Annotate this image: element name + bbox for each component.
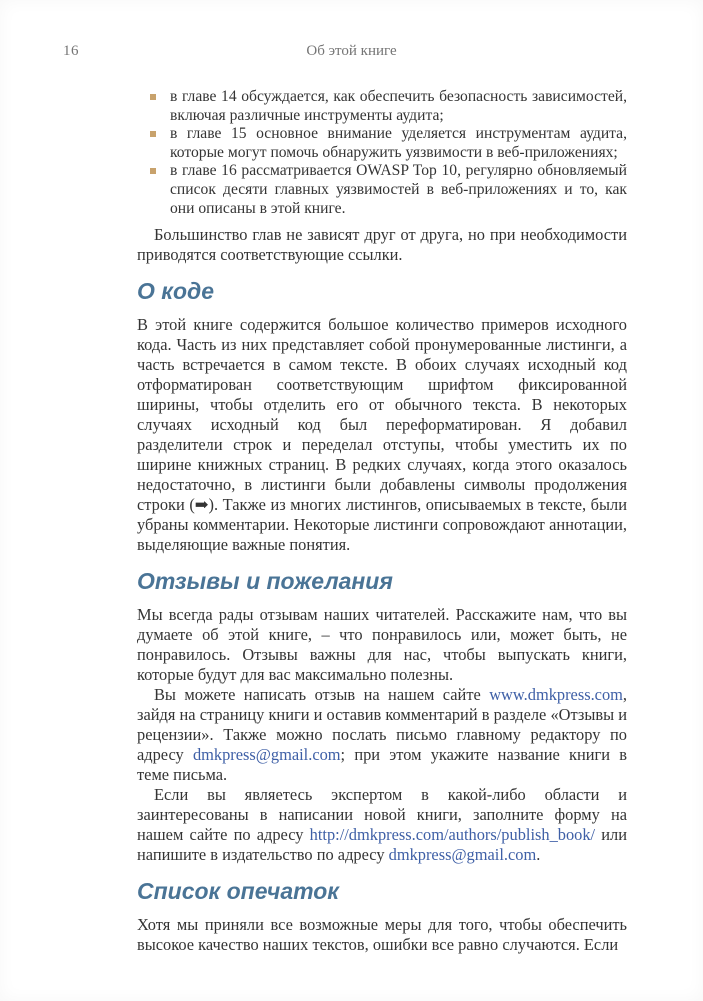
list-item-text: в главе 14 обсуждается, как обеспечить безопасность зависимостей, включая различные инструменты аудита; <box>170 88 627 124</box>
link-dmkpress-site[interactable]: www.dmkpress.com <box>489 685 623 705</box>
paragraph-feedback-1 <box>137 605 627 685</box>
chapter-overview-list <box>137 88 627 218</box>
bullet-square-icon <box>150 131 156 137</box>
paragraph-text: Если вы являетесь экспертом в какой-либо области и заинтересованы в написании новой книги, заполните форму на нашем сайте по адресу <box>137 785 627 845</box>
link-dmkpress-email[interactable]: dmkpress@gmail.com <box>192 745 341 765</box>
running-title: Об этой книге <box>306 43 397 59</box>
paragraph-text: или напишите в издательство по адресу <box>137 825 627 865</box>
paragraph-about-code <box>137 315 627 555</box>
paragraph-text: ; при этом укажите название книги в теме письма. <box>137 745 627 785</box>
paragraph-text: Вы можете написать отзыв на нашем сайте <box>154 685 490 705</box>
paragraph-feedback-2 <box>137 685 627 785</box>
running-head <box>63 43 640 61</box>
list-item-text: в главе 16 рассматривается OWASP Top 10, регулярно обновляемый список десяти главных уязвимостей в веб-приложениях и то, как они описаны в этой книге. <box>170 162 627 217</box>
section-heading-errata: Список опечаток <box>137 878 339 905</box>
bullet-square-icon <box>150 94 156 100</box>
paragraph-text: В этой книге содержится большое количество примеров исходного кода. Часть из них представляет собой пронумерованные листинги, а часть встречается в самом тексте. В обоих случаях исходный код отформатирован соответствующим шрифтом фиксированной ширины, чтобы отделить его от обычного текста. В некоторых случаях исходный код был переформатирован. Я добавил разделители строк и переделал отступы, чтобы уместить их по ширине книжных страниц. В редких случаях, когда этого оказалось недостаточно, в листинги были добавлены символы продолжения строки (➡). Также из многих листингов, описываемых в тексте, были убраны комментарии. Некоторые листинги сопровождают аннотации, выделяющие важные понятия. <box>137 315 627 555</box>
list-item-chapter-15 <box>150 125 627 162</box>
section-heading-feedback: Отзывы и пожелания <box>137 568 393 595</box>
paragraph-text: . <box>536 845 541 865</box>
paragraph-feedback-3 <box>137 785 627 865</box>
text-column <box>137 88 627 955</box>
link-dmkpress-email[interactable]: dmkpress@gmail.com <box>388 845 537 865</box>
paragraph-errata <box>137 915 627 955</box>
bullet-square-icon <box>150 168 156 174</box>
paragraph-intro-closing: Большинство глав не зависят друг от друга, но при необходимости приводятся соответствующие ссылки. <box>137 225 627 265</box>
list-item-chapter-16 <box>150 162 627 218</box>
list-item-text: в главе 15 основное внимание уделяется инструментам аудита, которые могут помочь обнаружить уязвимости в веб-приложениях; <box>170 125 627 161</box>
paragraph-text: Мы всегда рады отзывам наших читателей. Расскажите нам, что вы думаете об этой книге, – что понравилось или, может быть, не понравилось. Отзывы важны для нас, чтобы выпускать книги, которые будут для вас максимально полезны. <box>137 605 627 685</box>
paragraph-text: Хотя мы приняли все возможные меры для того, чтобы обеспечить высокое качество наших текстов, ошибки все равно случаются. Если <box>137 915 627 955</box>
page-number: 16 <box>63 43 79 59</box>
section-heading-about-code: О коде <box>137 278 214 305</box>
link-publish-book-form[interactable]: http://dmkpress.com/authors/publish_book/ <box>309 825 596 845</box>
paragraph-text: , зайдя на страницу книги и оставив комментарий в разделе «Отзывы и рецензии». Также можно послать письмо главному редактору по адресу <box>137 685 627 765</box>
list-item-chapter-14 <box>150 88 627 125</box>
